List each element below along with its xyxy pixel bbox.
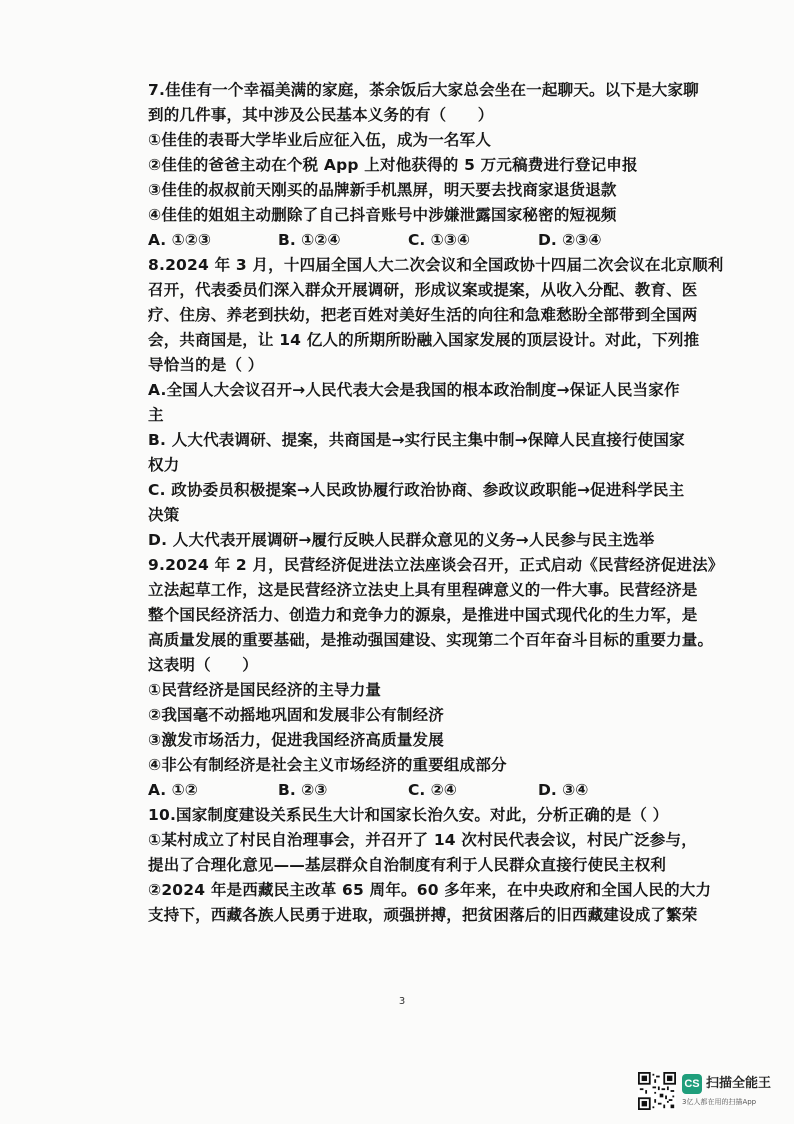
q7-options — [148, 228, 668, 253]
q8-option-b: B. 人大代表调研、提案，共商国是→实行民主集中制→保障人民直接行使国家 — [148, 431, 685, 449]
camscanner-name: 扫描全能王 — [706, 1076, 772, 1091]
q7-item: ④佳佳的姐姐主动删除了自己抖音账号中涉嫌泄露国家秘密的短视频 — [148, 206, 617, 224]
q9-item: ②我国毫不动摇地巩固和发展非公有制经济 — [148, 706, 444, 724]
q9-line: 这表明（ ） — [148, 656, 258, 674]
q8-option-d: D. 人大代表开展调研→履行反映人民群众意见的义务→人民参与民主选举 — [148, 531, 655, 549]
q8-line: 疗、住房、养老到扶幼，把老百姓对美好生活的向往和急难愁盼全部带到全国两 — [148, 306, 698, 324]
q7-option-a: A. ①②③ — [148, 231, 211, 249]
q7-item: ①佳佳的表哥大学毕业后应征入伍，成为一名军人 — [148, 131, 492, 149]
q9-line: 整个国民经济活力、创造力和竞争力的源泉，是推进中国式现代化的生力军，是 — [148, 606, 698, 624]
q8-option-c: C. 政协委员积极提案→人民政协履行政治协商、参政议政职能→促进科学民主 — [148, 481, 685, 499]
q9-option-d: D. ③④ — [538, 781, 589, 799]
q9-option-c: C. ②④ — [408, 781, 457, 799]
q7-option-b: B. ①②④ — [278, 231, 341, 249]
q8-option-c-cont: 决策 — [148, 506, 180, 524]
q8-line: 8.2024 年 3 月，十四届全国人大二次会议和全国政协十四届二次会议在北京顺利 — [148, 256, 724, 274]
q7-line: 到的几件事，其中涉及公民基本义务的有（ ） — [148, 106, 494, 124]
qr-code-icon — [638, 1072, 676, 1110]
scanner-watermark — [638, 1072, 788, 1112]
q7-line: 7.佳佳有一个幸福美满的家庭，茶余饭后大家总会坐在一起聊天。以下是大家聊 — [148, 81, 699, 99]
q8-option-a-cont: 主 — [148, 406, 164, 424]
q8-line: 导恰当的是（ ） — [148, 356, 264, 374]
q9-item: ①民营经济是国民经济的主导力量 — [148, 681, 382, 699]
q10-item: 提出了合理化意见——基层群众自治制度有利于人民群众直接行使民主权利 — [148, 856, 667, 874]
q9-option-a: A. ①② — [148, 781, 198, 799]
q9-line: 9.2024 年 2 月，民营经济促进法立法座谈会召开，正式启动《民营经济促进法》 — [148, 556, 724, 574]
q9-options — [148, 778, 668, 803]
q7-option-c: C. ①③④ — [408, 231, 471, 249]
camscanner-logo-icon: CS — [682, 1074, 702, 1094]
q7-option-d: D. ②③④ — [538, 231, 602, 249]
q9-item: ④非公有制经济是社会主义市场经济的重要组成部分 — [148, 756, 507, 774]
q9-line: 立法起草工作，这是民营经济立法史上具有里程碑意义的一件大事。民营经济是 — [148, 581, 698, 599]
q8-option-a: A.全国人大会议召开→人民代表大会是我国的根本政治制度→保证人民当家作 — [148, 381, 680, 399]
q10-item: 支持下，西藏各族人民勇于进取，顽强拼搏，把贫困落后的旧西藏建设成了繁荣 — [148, 906, 698, 924]
q7-item: ③佳佳的叔叔前天刚买的品牌新手机黑屏，明天要去找商家退货退款 — [148, 181, 617, 199]
q10-line: 10.国家制度建设关系民生大计和国家长治久安。对此，分析正确的是（ ） — [148, 806, 669, 824]
q9-option-b: B. ②③ — [278, 781, 328, 799]
q7-item: ②佳佳的爸爸主动在个税 App 上对他获得的 5 万元稿费进行登记申报 — [148, 156, 638, 174]
exam-content — [148, 78, 724, 928]
q9-item: ③激发市场活力，促进我国经济高质量发展 — [148, 731, 444, 749]
q10-item: ①某村成立了村民自治理事会，并召开了 14 次村民代表会议，村民广泛参与， — [148, 831, 697, 849]
q8-line: 召开，代表委员们深入群众开展调研，形成议案或提案，从收入分配、教育、医 — [148, 281, 698, 299]
q8-option-b-cont: 权力 — [148, 456, 180, 474]
q8-line: 会，共商国是，让 14 亿人的所期所盼融入国家发展的顶层设计。对此，下列推 — [148, 331, 700, 349]
q10-item: ②2024 年是西藏民主改革 65 周年。60 多年来，在中央政府和全国人民的大力 — [148, 881, 712, 899]
camscanner-tagline: 3亿人都在用的扫描App — [682, 1098, 757, 1106]
page-number: 3 — [398, 996, 406, 1007]
q9-line: 高质量发展的重要基础，是推动强国建设、实现第二个百年奋斗目标的重要力量。 — [148, 631, 714, 649]
